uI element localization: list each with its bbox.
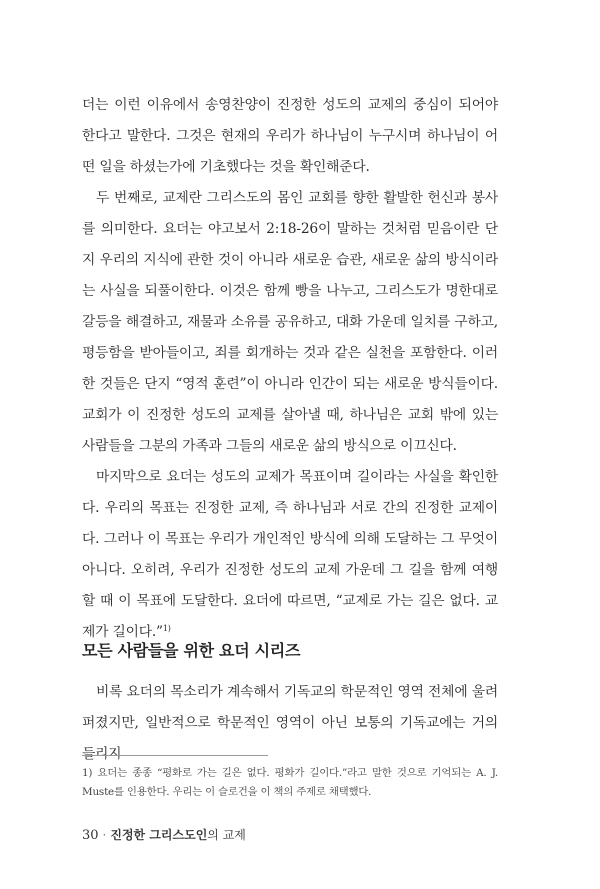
footer-separator: · bbox=[102, 828, 107, 842]
section-heading: 모든 사람들을 위한 요더 시리즈 bbox=[82, 641, 301, 660]
section-body bbox=[82, 677, 498, 770]
section-paragraph: 비록 요더의 목소리가 계속해서 기독교의 학문적인 영역 전체에 울려 퍼졌지만, 일반적으로 학문적인 영역이 아닌 보통의 기독교에는 거의 들리지 bbox=[82, 684, 498, 762]
book-title-suffix: 의 교제 bbox=[207, 828, 246, 842]
page-number: 30 bbox=[82, 828, 99, 843]
paragraph-final-point bbox=[82, 462, 498, 648]
footnotes bbox=[82, 764, 498, 802]
footnote-1: 1) 요더는 종종 “평화로 가는 길은 없다. 평화가 길이다.”라고 말한 것으로 기억되는 A. J. Muste를 인용한다. 우리는 이 슬로건을 이 책의 주제로 채택했다. bbox=[82, 767, 498, 798]
footnote-reference[interactable]: 1) bbox=[162, 624, 171, 633]
footnote-divider bbox=[82, 755, 268, 756]
book-title-main: 진정한 그리스도인 bbox=[110, 828, 208, 842]
paragraph-continued: 더는 이런 이유에서 송영찬양이 진정한 성도의 교제의 중심이 되어야 한다고 말한다. 그것은 현재의 우리가 하나님이 누구시며 하나님이 어떤 일을 하셨는가에 기초했다는 것을 확인해준다. bbox=[82, 97, 498, 175]
paragraph-final-point-text: 마지막으로 요더는 성도의 교제가 목표이며 길이라는 사실을 확인한다. 우리의 목표는 진정한 교제, 즉 하나님과 서로 간의 진정한 교제이다. 그러나 이 목표는 우리가 개인적인 방식에 의해 도달하는 그 무엇이 아니다. 오히려, 우리가 진정한 성도의 교제 가운데 그 길을 함께 여행할 때 이 목표에 도달한다. 요더에 따르면, “교제로 가는 길은 없다. 교제가 길이다.” bbox=[82, 469, 498, 640]
paragraph-second-point: 두 번째로, 교제란 그리스도의 몸인 교회를 향한 활발한 헌신과 봉사를 의미한다. 요더는 야고보서 2:18-26이 말하는 것처럼 믿음이란 단지 우리의 지식에 관한 것이 아니라 새로운 습관, 새로운 삶의 방식이라는 사실을 되풀이한다. 이것은 함께 빵을 나누고, 그리스도가 명한대로 갈등을 해결하고, 재물과 소유를 공유하고, 대화 가운데 일치를 구하고, 평등함을 받아들이고, 죄를 회개하는 것과 같은 실천을 포함한다. 이러한 것들은 단지 “영적 훈련”이 아니라 인간이 되는 새로운 방식들이다. 교회가 이 진정한 성도의 교제를 살아낼 때, 하나님은 교회 밖에 있는 사람들을 그분의 가족과 그들의 새로운 삶의 방식으로 이끄신다. bbox=[82, 190, 498, 454]
page-footer bbox=[82, 826, 246, 843]
body-text bbox=[82, 90, 498, 648]
